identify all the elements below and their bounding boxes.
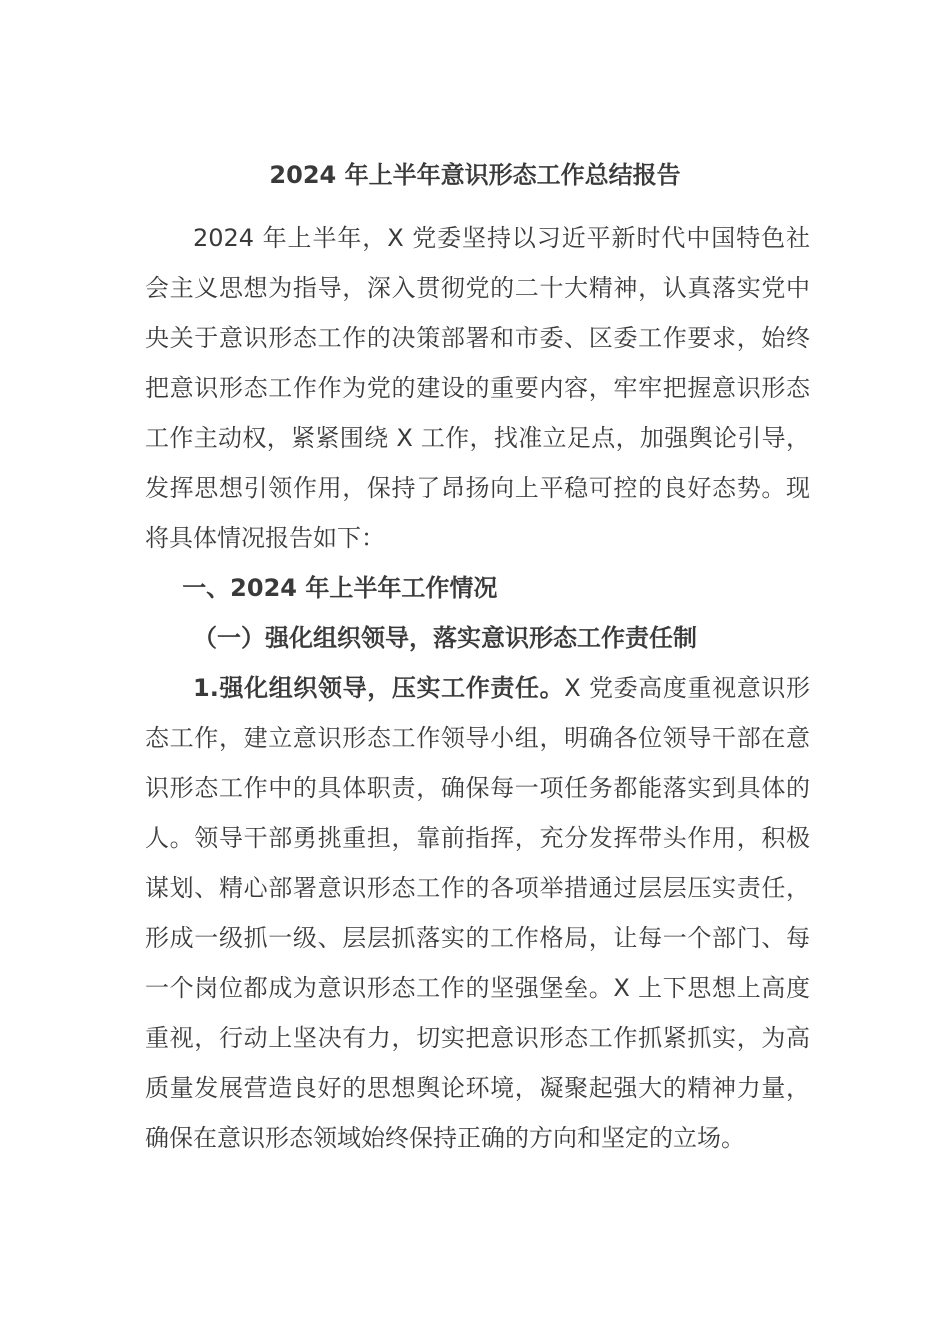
point-lead: 1.强化组织领导，压实工作责任。 bbox=[193, 674, 565, 702]
section-heading: 一、2024 年上半年工作情况 bbox=[182, 574, 498, 602]
point-paragraph bbox=[145, 663, 810, 1163]
document-title: 2024 年上半年意识形态工作总结报告 bbox=[269, 161, 681, 189]
subsection-heading: （一）强化组织领导，落实意识形态工作责任制 bbox=[193, 624, 697, 652]
intro-paragraph: 2024 年上半年，X 党委坚持以习近平新时代中国特色社会主义思想为指导，深入贯彻党的二十大精神，认真落实党中央关于意识形态工作的决策部署和市委、区委工作要求，始终把意识形态工作作为党的建设的重要内容，牢牢把握意识形态工作主动权，紧紧围绕 X 工作，找准立足点，加强舆论引导，发挥思想引领作用，保持了昂扬向上平稳可控的良好态势。现将具体情况报告如下： bbox=[145, 224, 810, 552]
point-body: X 党委高度重视意识形态工作，建立意识形态工作领导小组，明确各位领导干部在意识形态工作中的具体职责，确保每一项任务都能落实到具体的人。领导干部勇挑重担，靠前指挥，充分发挥带头作用，积极谋划、精心部署意识形态工作的各项举措通过层层压实责任，形成一级抓一级、层层抓落实的工作格局，让每一个部门、每一个岗位都成为意识形态工作的坚强堡垒。X 上下思想上高度重视，行动上坚决有力，切实把意识形态工作抓紧抓实，为高质量发展营造良好的思想舆论环境，凝聚起强大的精神力量，确保在意识形态领域始终保持正确的方向和坚定的立场。 bbox=[145, 674, 810, 1152]
document-body bbox=[145, 213, 810, 1163]
